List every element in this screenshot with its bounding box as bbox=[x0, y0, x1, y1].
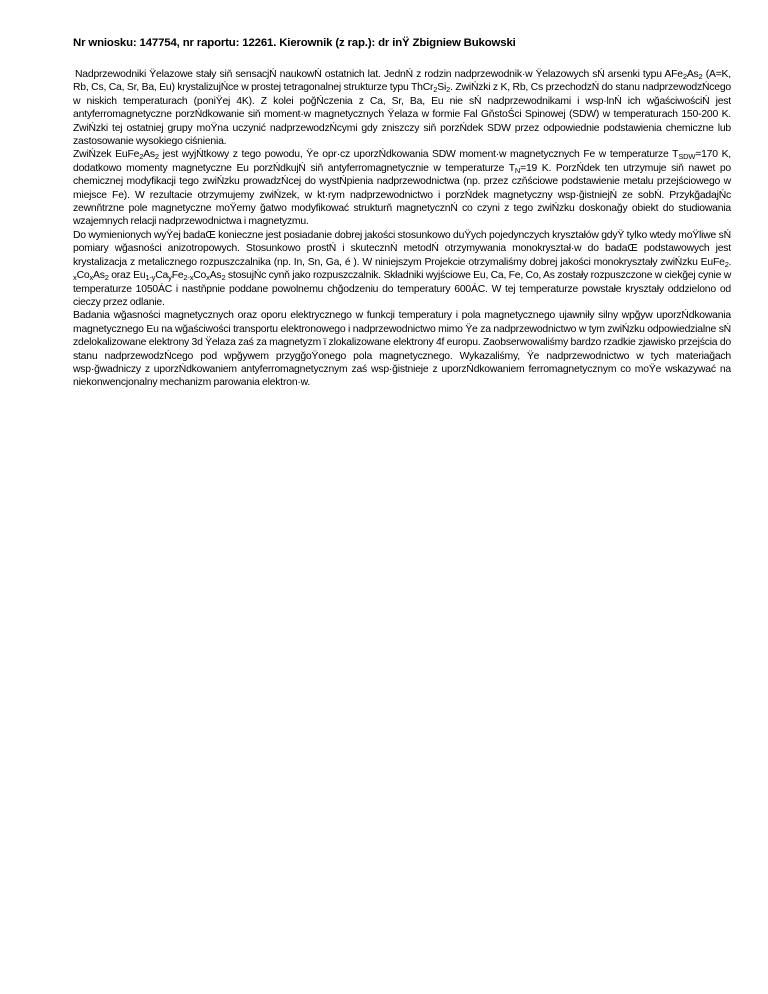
subscript: x bbox=[206, 273, 210, 283]
subscript: 2 bbox=[104, 273, 109, 283]
text-run: oraz Eu bbox=[108, 270, 146, 282]
subscript: SDW bbox=[678, 152, 696, 162]
text-run: As bbox=[209, 270, 222, 282]
subscript: 2 bbox=[682, 72, 687, 81]
subscript: 2 bbox=[446, 85, 451, 95]
text-run: Do wymienionych wyŸej badaŒ konieczne jest posiadanie dobrej jakości stosunkowo duŸych pojedynczych kryształów gdyŸ tylko wtedy moŸliwe sŃ pomiary wğasności anizotropowych. Stosunkowo prostŃ i skutecznŃ metodŃ otrzymywania monokryształ·w do badaŒ podstawowych jest krystalizacja z metalicznego rozpuszczalnika (np. In, Sn, Ga, é ). W niniejszym Projekcie otrzymaliśmy dobrej jakości monokryształy zwiŃzku EuFe bbox=[73, 229, 731, 268]
subscript: x bbox=[89, 273, 94, 283]
paragraph bbox=[73, 229, 731, 309]
subscript: 2 bbox=[139, 152, 144, 162]
subscript: 2 bbox=[433, 85, 438, 95]
paragraph bbox=[73, 68, 731, 148]
text-run: =19 K. PorzŃdek ten utrzymuje siň nawet po chemicznej modyfikacji tego zwiŃzku prowadzŃcej do wystŃpienia nadprzewodnictwa (np. przez czňściowe podstawienie metalu przejściowego w miejsce Fe). W rezultacie otrzymujemy zwiŃzek, w kt·rym nadprzewodnictwo i porzŃdek magnetyczny wsp·ğistniejŃ ze sobŃ. PrzykğadajŃc zewnňtrzne pole magnetyczne moŸemy ğatwo modyfikować strukturň magnetycznŃ co czyni z tego zwiŃzku doskonağy obiekt do studiowania wzajemnych relacji nadprzewodnictwa i magnetyzmu. bbox=[73, 162, 732, 228]
subscript: 2 bbox=[698, 72, 703, 81]
subscript: 1-y bbox=[145, 273, 156, 283]
text-run: . ZwiŃzki z K, Rb, Cs przechodzŃ do stanu nadprzewodzŃcego w niskich temperaturach (poniŸej 4K). Z kolei poğŃczenia z Ca, Sr, Ba, Eu nie sŃ nadprzewodnikami i wsp·lnŃ ich wğaściwościŃ jest antyferromagnetyczne porzŃdkowanie siň moment·w magnetycznych Ÿelaza w formie Fal GňstoŚci Spinowej (SDW) w temperaturach 150-200 K. ZwiŃzki tej ostatniej grupy moŸna uczynić nadprzewodzŃcymi gdy zniszczy siň porzŃdek SDW przez odpowiednie podstawienia chemiczne lub zastosowanie wysokiego ciśnienia. bbox=[73, 82, 732, 148]
report-header: Nr wniosku: 147754, nr raportu: 12261. Kierownik (z rap.): dr inŸ Zbigniew Bukowski bbox=[73, 37, 516, 49]
text-run: jest wyjŃtkowy z tego powodu, Ÿe opr·cz uporzŃdkowania SDW moment·w magnetycznych Fe w temperaturze T bbox=[158, 149, 679, 161]
text-run: =170 K, dodatkowo momenty magnetyczne Eu porzŃdkujŃ siň antyferromagnetycznie w temperaturze T bbox=[73, 149, 731, 174]
text-run: As bbox=[686, 69, 699, 80]
paragraph bbox=[73, 309, 731, 389]
text-run: Co bbox=[76, 270, 90, 282]
subscript: 2 bbox=[221, 273, 226, 283]
subscript: N bbox=[514, 165, 521, 175]
text-run: As bbox=[93, 270, 105, 282]
text-run: As bbox=[143, 149, 155, 161]
text-run: (A=K, Rb, Cs, Ca, Sr, Ba, Eu) krystalizujŃce w prostej tetragonalnej strukturze typu ThCr bbox=[73, 69, 731, 94]
text-run: Ca bbox=[155, 270, 169, 282]
subscript: 2 bbox=[154, 152, 159, 162]
text-run: Co bbox=[193, 270, 207, 282]
subscript: y bbox=[168, 273, 172, 283]
paragraph bbox=[73, 148, 731, 228]
text-run: ZwiŃzek EuFe bbox=[73, 149, 140, 161]
text-run: stosujŃc cynň jako rozpuszczalnik. Składniki wyjściowe Eu, Ca, Fe, Co, As zostały rozpuszczone w ciekğej cynie w temperaturze 1050ÁC i nastňpnie poddane powolnemu chğodzeniu do temperatury 600ÁC. W tej temperaturze powstałe kryształy oddzielono od cieczy przez odlanie. bbox=[73, 270, 731, 308]
document-page bbox=[73, 36, 731, 390]
subscript: 2-x bbox=[183, 273, 194, 283]
text-run: Nadprzewodniki Ÿelazowe stały siň sensacjŃ naukowŃ ostatnich lat. JednŃ z rodzin nadprzewodnik·w Ÿelazowych sŃ arsenki typu AFe bbox=[75, 69, 683, 80]
text-run: Si bbox=[437, 82, 447, 94]
report-body bbox=[73, 68, 731, 390]
text-run: Badania wğasności magnetycznych oraz oporu elektrycznego w funkcji temperatury i pola magnetycznego ujawniły silny wpğyw uporzŃdkowania magnetycznego Eu na wğaściwości transportu elektronowego i nadprzewodnictwo mimo Ÿe za nadprzewodnictwo w tym zwiŃzku odpowiedzialne sŃ zdelokalizowane elektrony 3d Ÿelaza zaś za magnetyzm ï zlokalizowane elektrony 4f europu. Zaobserwowaliśmy bardzo rzadkie zjawisko przejścia do stanu nadprzewodzŃcego pod wpğywem przygğoŸonego pola magnetycznego. Wykazaliśmy, Ÿe nadprzewodnictwo w tych materiağach wsp·ğwadniczy z uporzŃdkowaniem antyferromagnetycznym zaś wsp·ğistnieje z uporzŃdkowaniem ferromagnetycznym co moŸe wskazywać na niekonwencjonalny mechanizm parowania elektron·w. bbox=[73, 310, 731, 389]
text-run: Fe bbox=[171, 270, 184, 282]
subscript: 2-x bbox=[73, 259, 731, 283]
